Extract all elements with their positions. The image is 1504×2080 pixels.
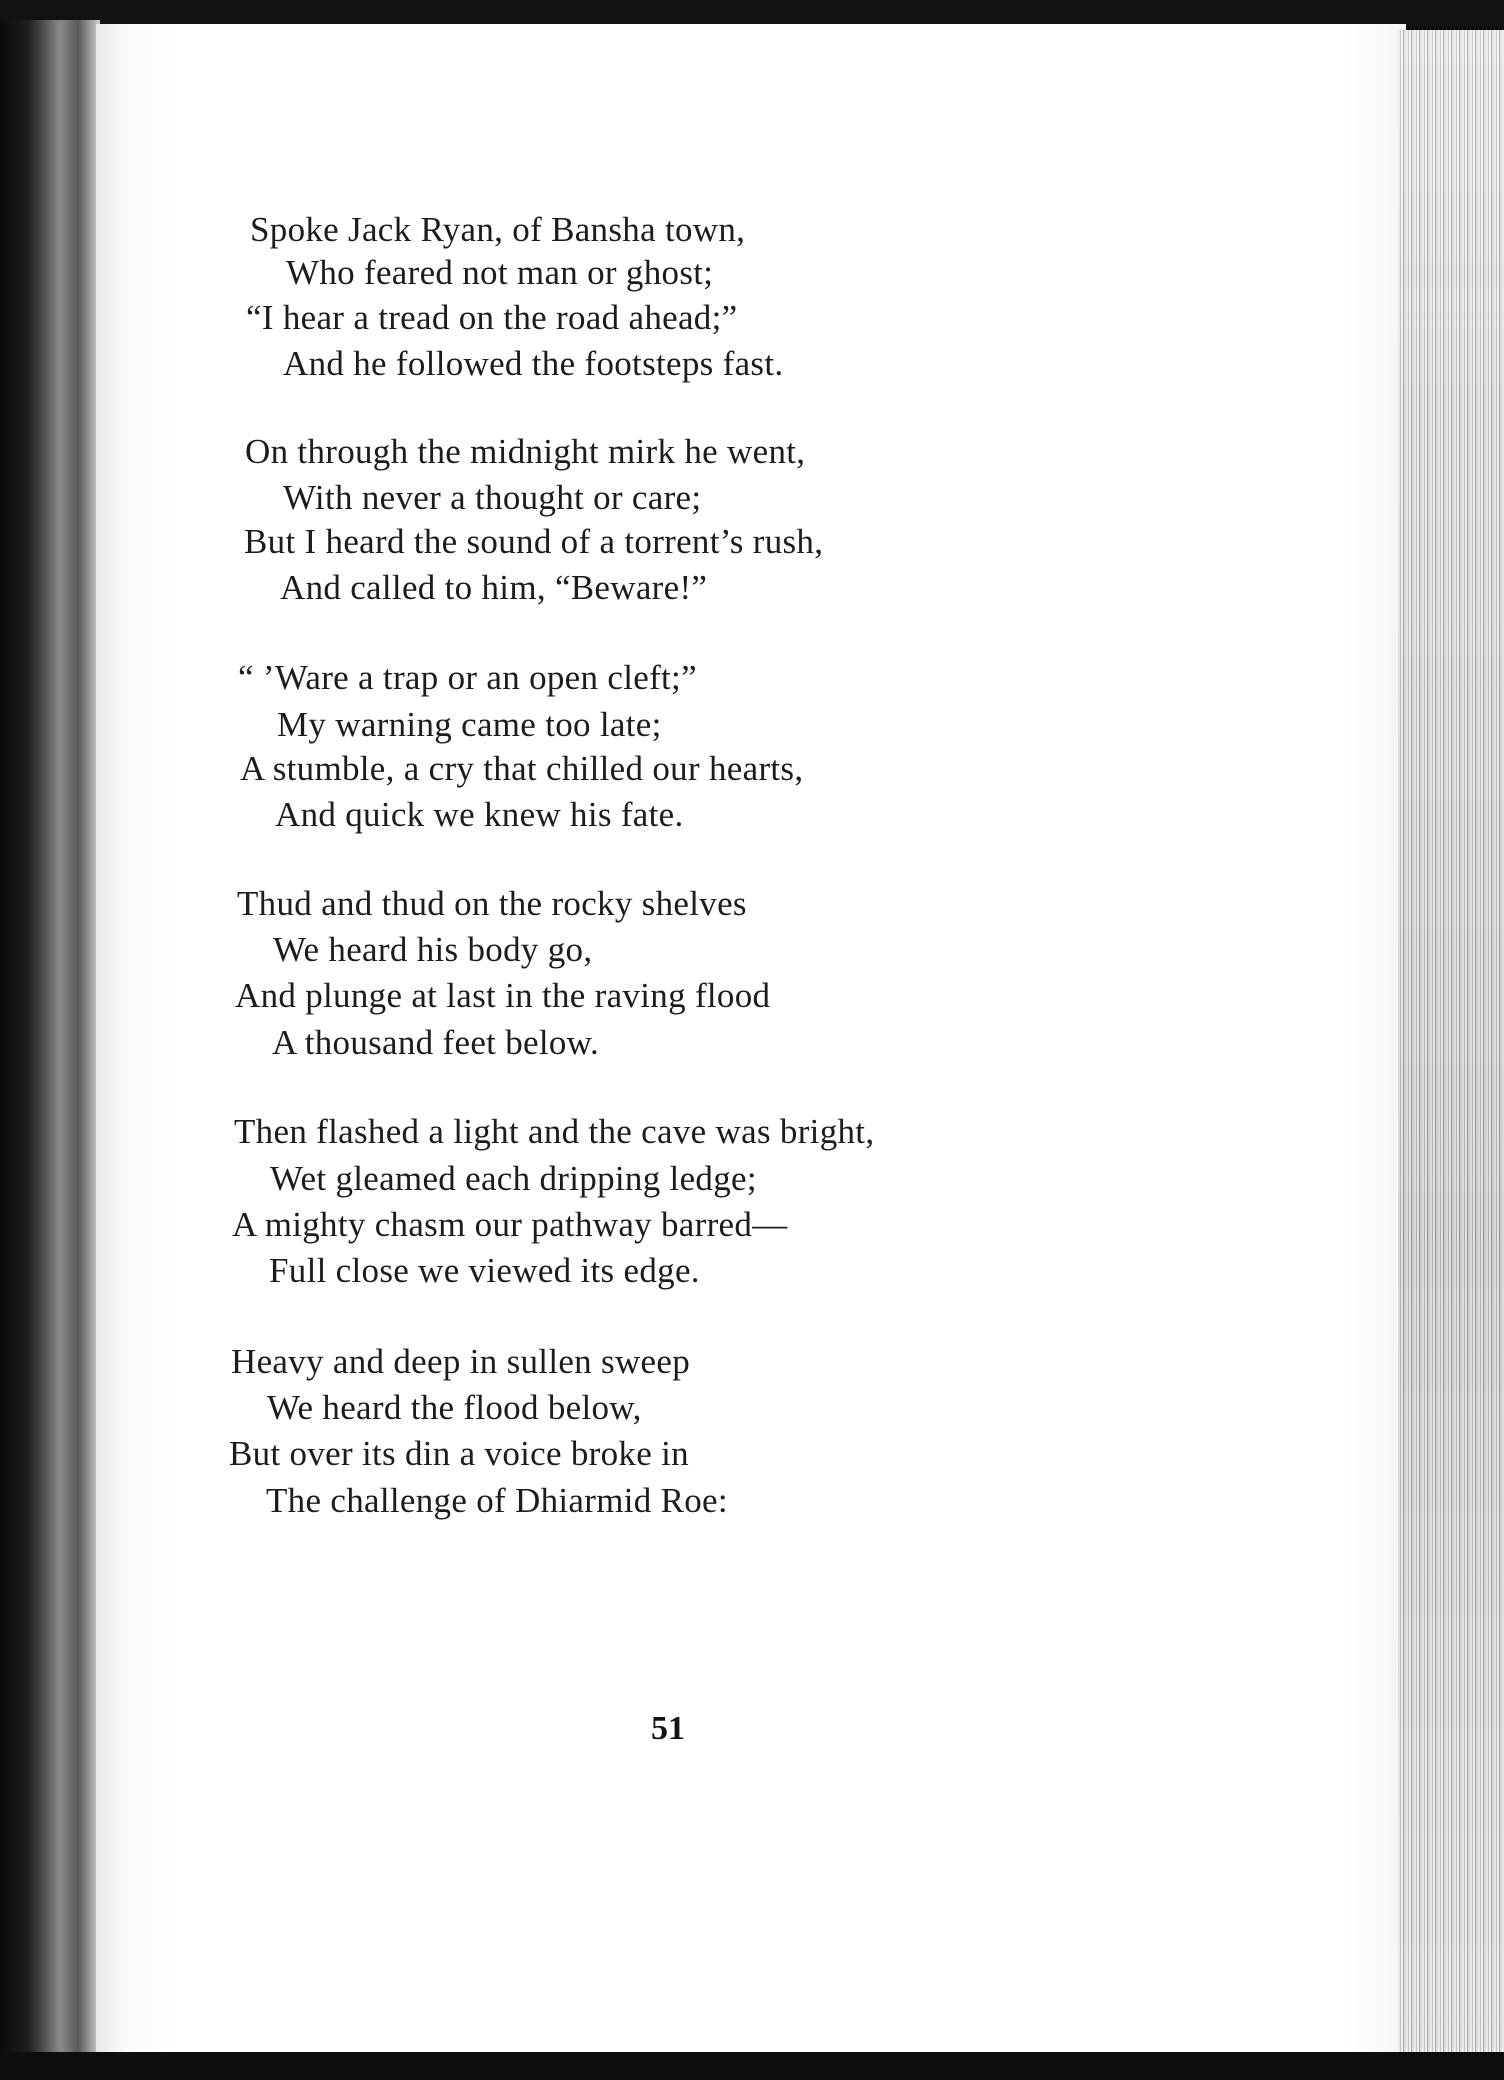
- poem-line: Spoke Jack Ryan, of Bansha town,: [250, 210, 746, 249]
- poem-line: The challenge of Dhiarmid Roe:: [266, 1481, 728, 1520]
- poem-line: But I heard the sound of a torrent’s rush,: [244, 522, 824, 561]
- poem-line: And plunge at last in the raving flood: [235, 976, 771, 1015]
- poem-line: Then flashed a light and the cave was bright,: [234, 1112, 875, 1151]
- poem-line: My warning came too late;: [277, 705, 662, 744]
- poem-line: But over its din a voice broke in: [229, 1434, 689, 1473]
- poem-line: A thousand feet below.: [272, 1023, 600, 1062]
- page-number: 51: [651, 1710, 685, 1747]
- poem-line: Thud and thud on the rocky shelves: [237, 884, 747, 923]
- poem-line: And called to him, “Beware!”: [280, 568, 708, 607]
- poem-line: Wet gleamed each dripping ledge;: [270, 1159, 757, 1198]
- poem-line: A mighty chasm our pathway barred—: [232, 1205, 788, 1244]
- poem-line: On through the midnight mirk he went,: [245, 432, 806, 471]
- poem-line: Full close we viewed its edge.: [269, 1251, 700, 1290]
- poem-line: And quick we knew his fate.: [275, 795, 684, 834]
- poem-line: Who feared not man or ghost;: [286, 253, 714, 292]
- poem-line: We heard the flood below,: [267, 1388, 642, 1427]
- poem-line: And he followed the footsteps fast.: [283, 344, 784, 383]
- poem-line: With never a thought or care;: [283, 478, 702, 517]
- poem-line: “I hear a tread on the road ahead;”: [246, 298, 738, 337]
- poem-line: A stumble, a cry that chilled our hearts,: [240, 749, 804, 788]
- poem-line: Heavy and deep in sullen sweep: [231, 1342, 690, 1381]
- poem-line: We heard his body go,: [273, 930, 593, 969]
- poem-line: “ ’Ware a trap or an open cleft;”: [238, 658, 697, 697]
